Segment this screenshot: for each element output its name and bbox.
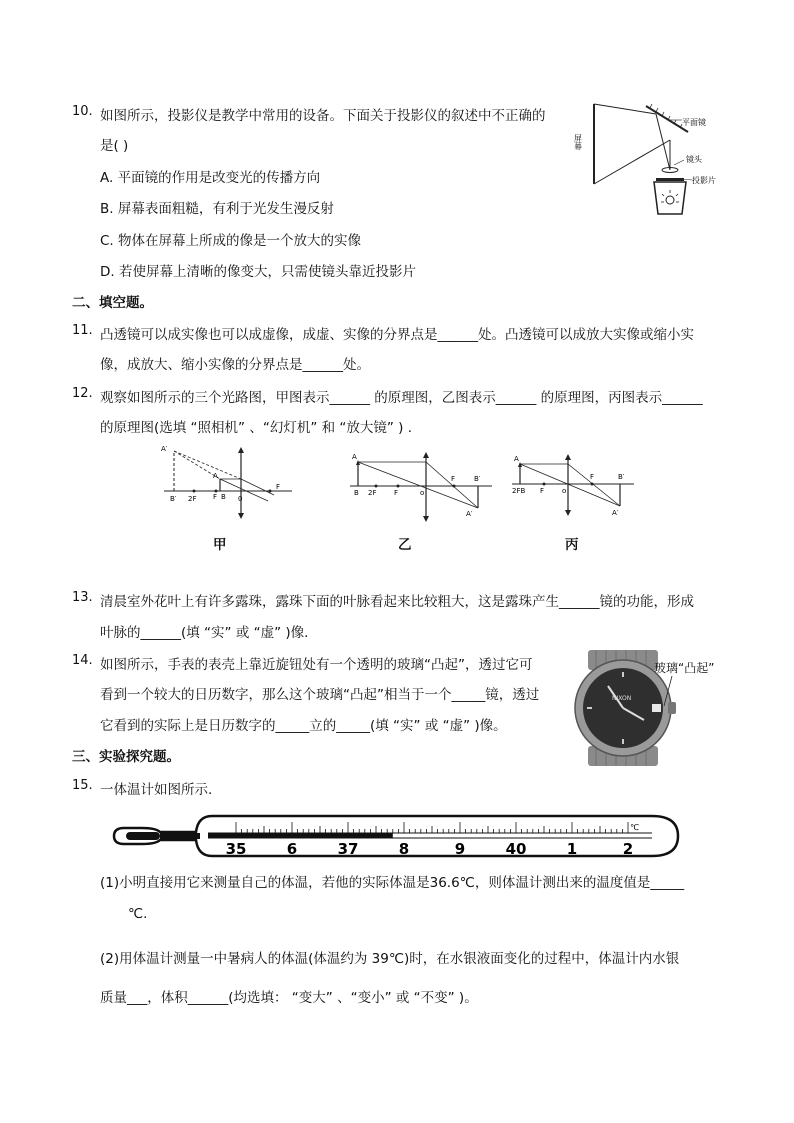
projector-figure bbox=[570, 98, 720, 230]
q14-line3: 它看到的实际上是日历数字的_____立的_____(填 “实” 或 “虚” )像。 bbox=[100, 718, 507, 734]
projector-label-lens: 镜头 bbox=[686, 155, 702, 164]
q13-number: 13. bbox=[72, 590, 93, 605]
q12-line2: 的原理图(选填 “照相机” 、“幻灯机” 和 “放大镜” ) . bbox=[100, 420, 413, 436]
section-fill-in: 二、填空题。 bbox=[72, 295, 153, 311]
projector-label-screen: 屏幕 bbox=[573, 134, 583, 150]
ray-diagram-jia bbox=[158, 443, 298, 521]
caption-bing: 丙 bbox=[565, 537, 579, 553]
q11-line1: 凸透镜可以成实像也可以成虚像，成虚、实像的分界点是______处。凸透镜可以成放大实像或缩小实 bbox=[100, 327, 694, 343]
q13-line2: 叶脉的______(填 “实” 或 “虚” )像. bbox=[100, 625, 309, 641]
yi-label-2f: 2F bbox=[368, 489, 377, 497]
q10-stem-line1: 如图所示，投影仪是教学中常用的设备。下面关于投影仪的叙述中不正确的 bbox=[100, 108, 546, 124]
projector-label-mirror: 平面镜 bbox=[682, 118, 706, 127]
q15-part2-line1: (2)用体温计测量一中暑病人的体温(体温约为 39℃)时，在水银液面变化的过程中，体温计内水银 bbox=[100, 951, 680, 967]
q10-option-c: C. 物体在屏幕上所成的像是一个放大的实像 bbox=[100, 233, 362, 249]
ray-diagram-yi bbox=[346, 450, 496, 522]
caption-jia: 甲 bbox=[213, 537, 227, 553]
section-experiment: 三、实验探究题。 bbox=[72, 749, 180, 765]
thermometer-unit: ℃ bbox=[630, 823, 639, 832]
yi-label-f-right: F bbox=[451, 475, 456, 483]
jia-label-o: 0 bbox=[238, 495, 243, 503]
thermometer-figure bbox=[112, 810, 684, 862]
bing-label-a-prime: A′ bbox=[612, 509, 619, 517]
yi-label-b-prime: B′ bbox=[474, 475, 481, 483]
q14-line2: 看到一个较大的日历数字，那么这个玻璃“凸起”相当于一个_____镜，透过 bbox=[100, 687, 540, 703]
yi-label-a-prime: A′ bbox=[466, 510, 473, 518]
bing-label-f-right: F bbox=[590, 473, 595, 481]
q15-part2-line2: 质量___，体积______(均选填： “变大” 、“变小” 或 “不变” )。 bbox=[100, 990, 478, 1006]
bing-label-o: o bbox=[562, 487, 567, 495]
q15-stem: 一体温计如图所示. bbox=[100, 782, 213, 798]
jia-label-a-prime: A′ bbox=[161, 445, 168, 453]
ray-diagram-bing bbox=[508, 452, 638, 518]
thermometer-scale-label: 2 bbox=[622, 840, 634, 858]
bing-label-f-left: F bbox=[540, 487, 545, 495]
yi-label-b: B bbox=[354, 489, 359, 497]
q15-part1-line2: ℃. bbox=[128, 906, 148, 922]
jia-label-f-left: F bbox=[213, 493, 218, 501]
q10-stem-line2: 是( ) bbox=[100, 138, 129, 154]
jia-label-2f: 2F bbox=[188, 495, 197, 503]
q14-number: 14. bbox=[72, 653, 93, 668]
jia-label-b-prime: B′ bbox=[170, 495, 177, 503]
q14-line1: 如图所示，手表的表壳上靠近旋钮处有一个透明的玻璃“凸起”，透过它可 bbox=[100, 657, 533, 673]
yi-label-a: A bbox=[352, 453, 357, 461]
q10-option-d: D. 若使屏幕上清晰的像变大，只需使镜头靠近投影片 bbox=[100, 264, 416, 280]
jia-label-a: A bbox=[213, 472, 218, 480]
watch-figure bbox=[572, 648, 730, 768]
bing-label-2fb: 2FB bbox=[512, 487, 526, 495]
q10-option-b: B. 屏幕表面粗糙，有利于光发生漫反射 bbox=[100, 201, 334, 217]
jia-label-b: B bbox=[221, 493, 226, 501]
thermometer-scale-label: 35 bbox=[225, 840, 247, 858]
watch-label: 玻璃“凸起” bbox=[654, 661, 715, 675]
thermometer-scale-label: 1 bbox=[566, 840, 578, 858]
q10-number: 10. bbox=[72, 104, 93, 119]
thermometer-scale-label: 6 bbox=[286, 840, 298, 858]
projector-label-slide: 投影片 bbox=[692, 176, 716, 185]
q12-line1: 观察如图所示的三个光路图，甲图表示______ 的原理图，乙图表示______ 的原理图，丙图表示______ bbox=[100, 390, 703, 406]
q11-line2: 像，成放大、缩小实像的分界点是______处。 bbox=[100, 357, 370, 373]
jia-label-f-right: F bbox=[276, 483, 281, 491]
yi-label-f-left: F bbox=[394, 489, 399, 497]
thermometer-scale-label: 40 bbox=[505, 840, 527, 858]
thermometer-mercury bbox=[208, 833, 393, 838]
bing-label-b-prime: B′ bbox=[618, 473, 625, 481]
bing-label-a: A bbox=[514, 455, 519, 463]
thermometer-scale-label: 8 bbox=[398, 840, 410, 858]
caption-yi: 乙 bbox=[398, 537, 412, 553]
thermometer-scale-label: 9 bbox=[454, 840, 466, 858]
q11-number: 11. bbox=[72, 323, 93, 338]
q10-option-a: A. 平面镜的作用是改变光的传播方向 bbox=[100, 170, 321, 186]
q15-part1-line1: (1)小明直接用它来测量自己的体温，若他的实际体温是36.6℃，则体温计测出来的温度值是_____ bbox=[100, 875, 685, 891]
q15-number: 15. bbox=[72, 778, 93, 793]
q12-number: 12. bbox=[72, 386, 93, 401]
yi-label-o: o bbox=[420, 489, 425, 497]
q13-line1: 清晨室外花叶上有许多露珠，露珠下面的叶脉看起来比较粗大，这是露珠产生______镜的功能，形成 bbox=[100, 594, 694, 610]
watch-brand: NIXON bbox=[612, 695, 632, 702]
thermometer-scale-label: 37 bbox=[337, 840, 359, 858]
